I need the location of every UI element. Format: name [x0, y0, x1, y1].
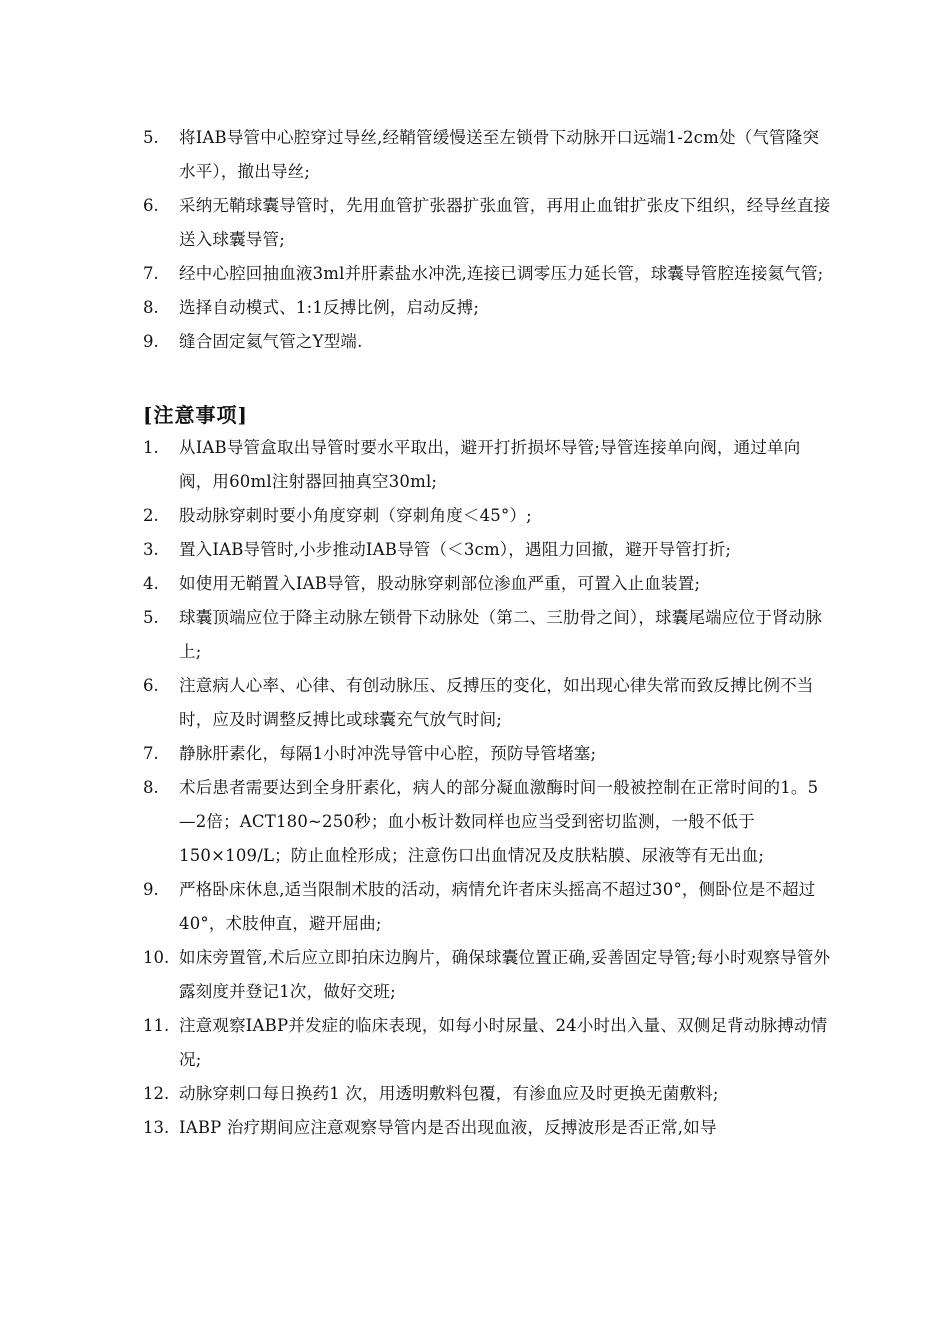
item-text: 采纳无鞘球囊导管时，先用血管扩张器扩张血管，再用止血钳扩张皮下组织，经导丝直接送入球囊导管; — [179, 196, 831, 249]
list-item — [143, 941, 833, 1009]
item-number: 12. — [143, 1084, 170, 1103]
list-item — [143, 291, 833, 325]
list-item — [143, 669, 833, 737]
item-text: 如使用无鞘置入IAB导管，股动脉穿刺部位渗血严重，可置入止血装置; — [179, 574, 701, 593]
item-text: IABP 治疗期间应注意观察导管内是否出现血液，反搏波形是否正常,如导 — [179, 1118, 717, 1137]
item-number: 9. — [143, 880, 159, 899]
item-text: 动脉穿刺口每日换药1 次，用透明敷料包覆，有渗血应及时更换无菌敷料; — [179, 1084, 719, 1103]
item-text: 如床旁置管,术后应立即拍床边胸片，确保球囊位置正确,妥善固定导管;每小时观察导管外露刻度并登记1次，做好交班; — [179, 948, 831, 1001]
item-number: 8. — [143, 778, 159, 797]
list-item — [143, 533, 833, 567]
item-text: 股动脉穿刺时要小角度穿刺（穿刺角度＜45°）; — [179, 506, 532, 525]
item-text: 球囊顶端应位于降主动脉左锁骨下动脉处（第二、三肋骨之间），球囊尾端应位于肾动脉上; — [179, 608, 823, 661]
item-text: 注意观察IABP并发症的临床表现，如每小时尿量、24小时出入量、双侧足背动脉搏动情况; — [179, 1016, 828, 1069]
list-item — [143, 873, 833, 941]
item-number: 5. — [143, 608, 159, 627]
item-text: 经中心腔回抽血液3ml并肝素盐水冲洗,连接已调零压力延长管，球囊导管腔连接氦气管; — [179, 264, 824, 283]
item-number: 3. — [143, 540, 159, 559]
item-number: 11. — [143, 1016, 170, 1035]
list-item — [143, 1111, 833, 1145]
item-number: 9. — [143, 332, 159, 351]
item-number: 7. — [143, 744, 159, 763]
list-item — [143, 121, 833, 189]
list-item — [143, 499, 833, 533]
procedure-steps-list — [143, 121, 833, 359]
item-text: 缝合固定氦气管之Y型端. — [179, 332, 363, 351]
item-text: 从IAB导管盒取出导管时要水平取出，避开打折损坏导管;导管连接单向阀，通过单向阀，用60ml注射器回抽真空30ml; — [179, 438, 801, 491]
list-item — [143, 601, 833, 669]
list-item — [143, 189, 833, 257]
item-number: 6. — [143, 196, 159, 215]
item-number: 4. — [143, 574, 159, 593]
list-item — [143, 1077, 833, 1111]
item-number: 7. — [143, 264, 159, 283]
item-text: 术后患者需要达到全身肝素化，病人的部分凝血激酶时间一般被控制在正常时间的1。5—2倍；ACT180~250秒；血小板计数同样也应当受到密切监测，一般不低于150×109/L；防止血栓形成；注意伤口出血情况及皮肤粘膜、尿液等有无出血; — [179, 778, 819, 865]
list-item — [143, 1009, 833, 1077]
list-item — [143, 431, 833, 499]
item-text: 选择自动模式、1:1反搏比例，启动反搏; — [179, 298, 480, 317]
item-number: 13. — [143, 1118, 170, 1137]
list-item — [143, 325, 833, 359]
section-heading: [注意事项] — [143, 403, 248, 427]
item-text: 注意病人心率、心律、有创动脉压、反搏压的变化，如出现心律失常而致反搏比例不当时，应及时调整反搏比或球囊充气放气时间; — [179, 676, 814, 729]
item-number: 1. — [143, 438, 159, 457]
item-text: 严格卧床休息,适当限制术肢的活动，病情允许者床头摇高不超过30°，侧卧位是不超过40°，术肢伸直，避开屈曲; — [179, 880, 816, 933]
item-number: 2. — [143, 506, 159, 525]
item-number: 8. — [143, 298, 159, 317]
item-text: 静脉肝素化，每隔1小时冲洗导管中心腔，预防导管堵塞; — [179, 744, 597, 763]
list-item — [143, 737, 833, 771]
notes-list — [143, 431, 833, 1145]
item-number: 6. — [143, 676, 159, 695]
item-number: 10. — [143, 948, 170, 967]
item-text: 将IAB导管中心腔穿过导丝,经鞘管缓慢送至左锁骨下动脉开口远端1-2cm处（气管隆突水平），撤出导丝; — [179, 128, 820, 181]
item-number: 5. — [143, 128, 159, 147]
item-text: 置入IAB导管时,小步推动IAB导管（＜3cm），遇阻力回撤，避开导管打折; — [179, 540, 732, 559]
list-item — [143, 257, 833, 291]
list-item — [143, 771, 833, 873]
list-item — [143, 567, 833, 601]
